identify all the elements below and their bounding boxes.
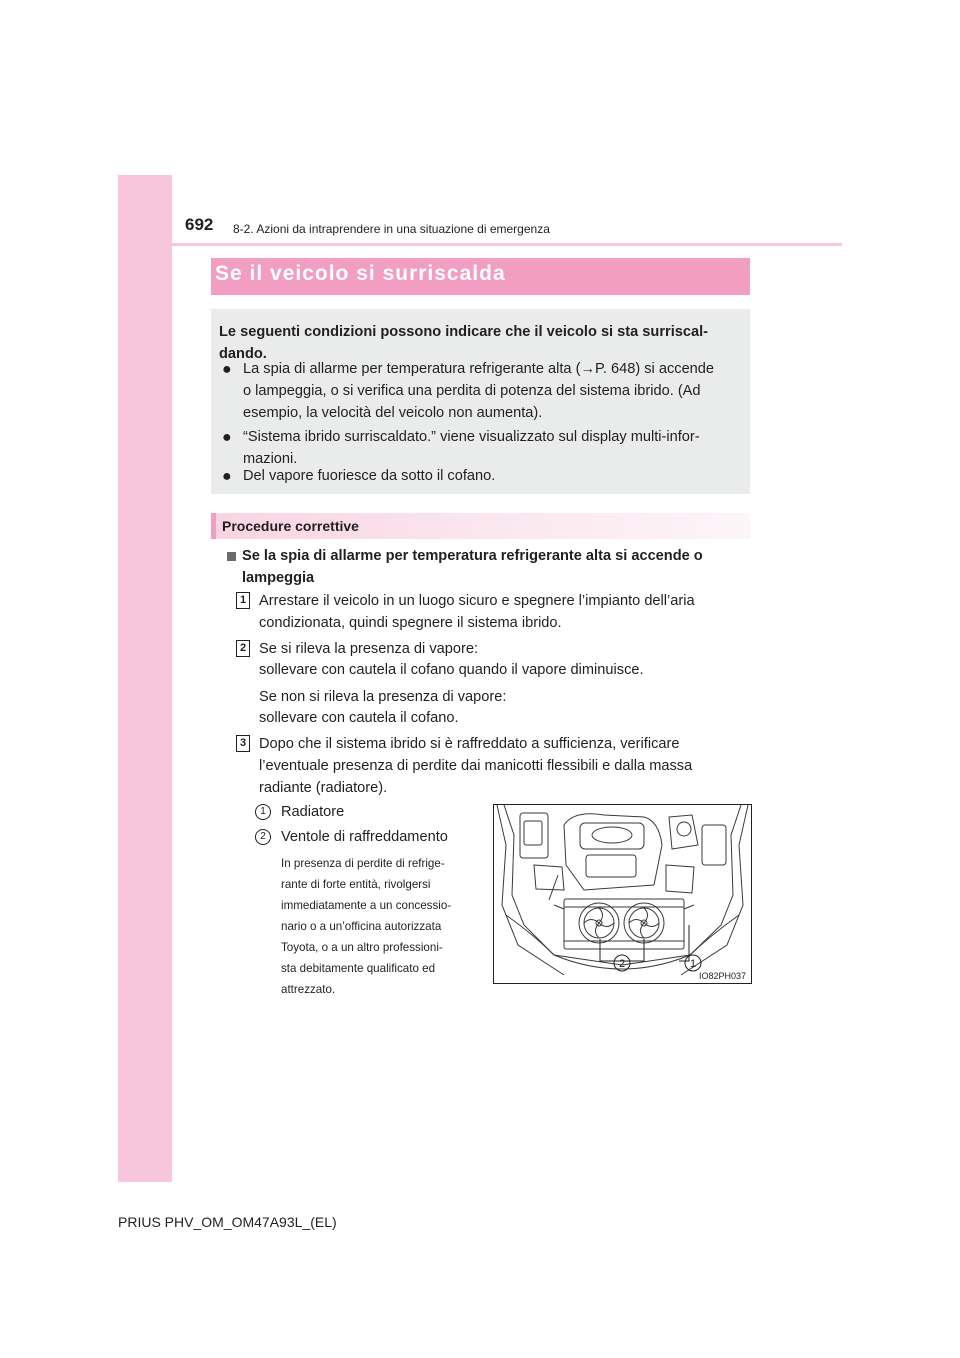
condition-2-line1: “Sistema ibrido surriscaldato.” viene visualizzato sul display multi-infor-: [243, 429, 700, 445]
banner-accent-bar: [211, 513, 216, 539]
procedure-heading-line1: Se la spia di allarme per temperatura refrigerante alta si accende o: [242, 548, 703, 564]
step-2-line3: Se non si rileva la presenza di vapore:: [259, 689, 507, 705]
figure-callout-2: 2: [618, 958, 626, 970]
section-header: 8-2. Azioni da intraprendere in una situazione di emergenza: [233, 222, 550, 236]
engine-bay-drawing: [494, 805, 751, 983]
procedures-title: Procedure correttive: [222, 518, 359, 534]
step-2-line2: sollevare con cautela il cofano quando il vapore diminuisce.: [259, 662, 644, 678]
legend-label-radiator: Radiatore: [281, 804, 345, 820]
condition-1-line1: La spia di allarme per temperatura refrigerante alta (→P. 648) si accende: [243, 361, 715, 377]
page-number: 692: [185, 215, 214, 234]
condition-1-line2: o lampeggia, o si verifica una perdita di potenza del sistema ibrido. (Ad: [243, 383, 701, 399]
procedures-banner: [211, 513, 750, 539]
step-3-line2: l’eventuale presenza di perdite dai manicotti flessibili e dalla massa: [259, 758, 693, 774]
step-1-line1: Arrestare il veicolo in un luogo sicuro e spegnere l’impianto dell’aria: [259, 593, 695, 609]
footer-doc-id: PRIUS PHV_OM_OM47A93L_(EL): [118, 1214, 337, 1230]
step-number-2: 2: [236, 640, 250, 657]
step-2-line4: sollevare con cautela il cofano.: [259, 710, 459, 726]
engine-bay-illustration: [493, 804, 752, 984]
step-number-1: 1: [236, 592, 250, 609]
figure-callout-1: 1: [689, 958, 697, 970]
section-title-banner: [211, 258, 750, 295]
legend-label-fans: Ventole di raffreddamento: [281, 829, 448, 845]
note-line1: In presenza di perdite di refrige-: [281, 857, 445, 870]
note-line6: sta debitamente qualificato ed: [281, 962, 436, 975]
bullet-icon: ●: [222, 429, 232, 446]
bullet-icon: ●: [222, 361, 232, 378]
step-3-line3: radiante (radiatore).: [259, 780, 388, 796]
figure-code: IO82PH037: [698, 971, 746, 981]
procedure-heading-line2: lampeggia: [242, 570, 315, 586]
condition-2-line2: mazioni.: [243, 451, 298, 467]
page-title: Se il veicolo si surriscalda: [215, 262, 506, 285]
condition-1-line3: esempio, la velocità del veicolo non aumenta).: [243, 405, 543, 421]
intro-lead-line1: Le seguenti condizioni possono indicare che il veicolo si sta surriscal-: [219, 324, 709, 340]
note-line7: attrezzato.: [281, 983, 336, 996]
note-line3: immediatamente a un concessio-: [281, 899, 452, 912]
square-bullet-icon: [227, 552, 236, 561]
step-1-line2: condizionata, quindi spegnere il sistema ibrido.: [259, 615, 562, 631]
note-line2: rante di forte entità, rivolgersi: [281, 878, 431, 891]
legend-number-2: 2: [255, 829, 271, 845]
note-line4: nario o a un’officina autorizzata: [281, 920, 442, 933]
sidebar-tab: [118, 175, 172, 1182]
step-2-line1: Se si rileva la presenza di vapore:: [259, 641, 479, 657]
step-number-3: 3: [236, 735, 250, 752]
header-divider: [172, 243, 842, 246]
bullet-icon: ●: [222, 468, 232, 485]
legend-number-1: 1: [255, 804, 271, 820]
intro-lead-line2: dando.: [219, 346, 267, 362]
note-line5: Toyota, o a un altro professioni-: [281, 941, 443, 954]
condition-3-line1: Del vapore fuoriesce da sotto il cofano.: [243, 468, 496, 484]
step-3-line1: Dopo che il sistema ibrido si è raffreddato a sufficienza, verificare: [259, 736, 680, 752]
